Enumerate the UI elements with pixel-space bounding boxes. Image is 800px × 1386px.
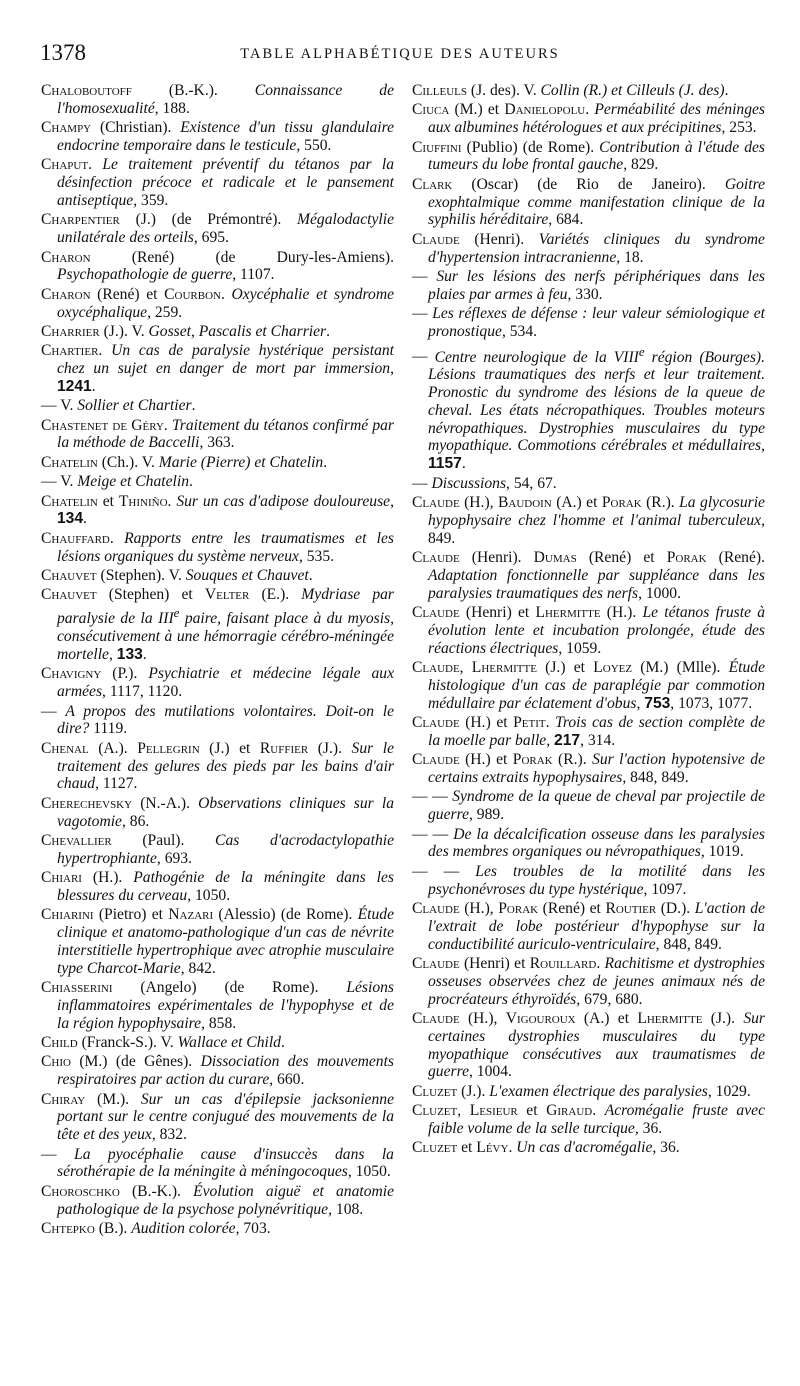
index-entry: Cluzet (J.). L'examen électrique des paralysies, 1029.	[412, 1082, 751, 1100]
index-entry: Ciuffini (Publio) (de Rome). Contribution à l'étude des tumeurs du lobe frontal gauche, 829.	[412, 138, 765, 174]
index-entry: Chiasserini (Angelo) (de Rome). Lésions inflammatoires expérimentales de l'hypophyse et de la région hypophysaire, 858.	[41, 979, 394, 1032]
index-entry: Child (Franck-S.). V. Wallace et Child.	[41, 1034, 285, 1052]
page-header	[40, 40, 760, 72]
index-entry: Cluzet, Lesieur et Giraud. Acromégalie fruste avec faible volume de la selle turcique, 36.	[412, 1102, 765, 1137]
index-entry: Chiray (M.). Sur un cas d'épilepsie jacksonienne portant sur le centre conjugué des mouvements de la tête et des yeux, 832.	[41, 1090, 394, 1144]
index-entry: Champy (Christian). Existence d'un tissu glandulaire endocrine temporaire dans le testicule, 550.	[41, 119, 394, 154]
right-column	[412, 82, 765, 1159]
index-entry: Claude (H.), Baudoin (A.) et Porak (R.). La glycosurie hypophysaire chez l'homme et l'animal tuberculeux, 849.	[412, 494, 765, 547]
index-entry: — La pyocéphalie cause d'insuccès dans la sérothérapie de la méningite à méningocoques, 1050.	[41, 1145, 394, 1181]
index-entry: Chauvet (Stephen) et Velter (E.). Mydriase par paralysie de la IIIe paire, faisant place à du myosis, consécutivement à une hémorragie cérébro-méningée mortelle, 133.	[41, 586, 395, 663]
index-entry: Chevallier (Paul). Cas d'acrodactylopathie hypertrophiante, 693.	[41, 831, 394, 867]
running-title: TABLE ALPHABÉTIQUE DES AUTEURS	[240, 46, 560, 62]
index-entry: — Les réflexes de défense : leur valeur sémiologique et pronostique, 534.	[412, 305, 766, 340]
index-entry: Claude (Henri). Dumas (René) et Porak (René). Adaptation fonctionnelle par suppléance dans les paralysies traumatiques des nerfs, 1000.	[412, 549, 765, 602]
index-entry: Claude (Henri) et Rouillard. Rachitisme et dystrophies osseuses observées chez de jeunes animaux nés de procréateurs éthyroïdés, 679, 680.	[412, 954, 766, 1008]
index-entry: Cluzet et Lévy. Un cas d'acromégalie, 36.	[412, 1139, 680, 1157]
index-entry: Chatelin et Thiniño. Sur un cas d'adipose douloureuse, 134.	[41, 492, 394, 528]
index-entry: — — De la décalcification osseuse dans les paralysies des membres organiques ou névropathiques, 1019.	[412, 825, 765, 861]
index-entry: Claude (Henri) et Lhermitte (H.). Le tétanos fruste à évolution lente et incubation prolongée, étude des réactions électriques, 1059.	[412, 604, 766, 657]
index-entry: Chastenet de Géry. Traitement du tétanos confirmé par la méthode de Baccelli, 363.	[41, 416, 395, 452]
index-entry: Charrier (J.). V. Gosset, Pascalis et Charrier.	[41, 322, 331, 340]
index-entry: — — Syndrome de la queue de cheval par projectile de guerre, 989.	[412, 788, 766, 824]
index-entry: — V. Meige et Chatelin.	[41, 473, 193, 491]
index-entry: Ciuca (M.) et Danielopolu. Perméabilité des méninges aux albumines hétérologues et aux précipitines, 253.	[412, 101, 765, 137]
index-entry: Claude, Lhermitte (J.) et Loyez (M.) (Mlle). Étude histologique d'un cas de paraplégie par commotion médullaire par éclatement d'obus, 753, 1073, 1077.	[412, 659, 765, 712]
index-entry: Charon (René) et Courbon. Oxycéphalie et syndrome oxycéphalique, 259.	[41, 285, 395, 321]
index-entry: Claude (H.) et Petit. Trois cas de section complète de la moelle par balle, 217, 314.	[412, 714, 766, 749]
index-entry: Cherechevsky (N.-A.). Observations cliniques sur la vagotomie, 86.	[41, 794, 394, 830]
index-entry: Claude (H.), Porak (René) et Routier (D.). L'action de l'extrait de lobe postérieur d'hypophyse sur la conductibilité auriculo-ventriculaire, 848, 849.	[412, 899, 765, 953]
index-entry: Choroschko (B.-K.). Évolution aiguë et anatomie pathologique de la psychose polynévritique, 108.	[41, 1182, 395, 1218]
index-entry: — Centre neurologique de la VIIIe région (Bourges). Lésions traumatiques des nerfs et leur traitement. Pronostic du syndrome des lésions de la queue de cheval. Les états nécropathiques. Troubles moteurs névropathiques. Dystrophies musculaires du type myopathique. Commotions cérébrales et médullaires, 1157.	[412, 343, 765, 473]
index-entry: — A propos des mutilations volontaires. Doit-on le dire? 1119.	[41, 702, 394, 738]
index-entry: Chiarini (Pietro) et Nazari (Alessio) (de Rome). Étude clinique et anatomo-pathologique d'un cas de névrite interstitielle hypertrophique avec atrophie musculaire type Charcot-Marie, 842.	[41, 906, 395, 977]
index-entry: Clark (Oscar) (de Rio de Janeiro). Goitre exophtalmique comme manifestation clinique de la syphilis héréditaire, 684.	[412, 175, 765, 229]
index-entry: — Discussions, 54, 67.	[412, 474, 557, 492]
index-entry: Chaloboutoff (B.-K.). Connaissance de l'homosexualité, 188.	[41, 82, 394, 117]
index-entry: Claude (H.), Vigouroux (A.) et Lhermitte (J.). Sur certaines dystrophies musculaires du type myopathique consécutives aux traumatismes de guerre, 1004.	[412, 1009, 765, 1081]
left-column	[41, 82, 394, 1239]
index-entry: Chio (M.) (de Gênes). Dissociation des mouvements respiratoires par action du curare, 660.	[41, 1053, 395, 1089]
index-entry: Cilleuls (J. des). V. Collin (R.) et Cilleuls (J. des).	[412, 82, 729, 99]
index-entry: Chaput. Le traitement préventif du tétanos par la désinfection précoce et radicale et le pansement antiseptique, 359.	[41, 156, 395, 209]
page-number: 1378	[40, 40, 86, 65]
index-entry: Chatelin (Ch.). V. Marie (Pierre) et Chatelin.	[41, 453, 328, 471]
index-entry: Charpentier (J.) (de Prémontré). Mégalodactylie unilatérale des orteils, 695.	[41, 211, 394, 247]
index-entry: Chavigny (P.). Psychiatrie et médecine légale aux armées, 1117, 1120.	[41, 665, 394, 701]
index-entry: Chauffard. Rapports entre les traumatismes et les lésions organiques du système nerveux, 535.	[41, 529, 394, 565]
index-entry: Chenal (A.). Pellegrin (J.) et Ruffier (J.). Sur le traitement des gelures des pieds par les bains d'air chaud, 1127.	[41, 739, 394, 793]
index-entry: Chtepko (B.). Audition colorée, 703.	[41, 1220, 271, 1238]
index-entry: Chartier. Un cas de paralysie hystérique persistant chez un sujet en danger de mort par immersion, 1241.	[41, 342, 395, 395]
index-entry: Chiari (H.). Pathogénie de la méningite dans les blessures du cerveau, 1050.	[41, 869, 394, 904]
index-entry: Claude (H.) et Porak (R.). Sur l'action hypotensive de certains extraits hypophysaires, 848, 849.	[412, 751, 766, 786]
index-entry: — V. Sollier et Chartier.	[41, 397, 196, 415]
index-entry: — — Les troubles de la motilité dans les psychonévroses du type hystérique, 1097.	[412, 862, 766, 898]
index-entry: Chauvet (Stephen). V. Souques et Chauvet.	[41, 567, 313, 585]
index-entry: Charon (René) (de Dury-les-Amiens). Psychopathologie de guerre, 1107.	[41, 248, 394, 284]
index-entry: — Sur les lésions des nerfs périphériques dans les plaies par armes à feu, 330.	[412, 267, 765, 303]
index-entry: Claude (Henri). Variétés cliniques du syndrome d'hypertension intracranienne, 18.	[412, 230, 765, 266]
